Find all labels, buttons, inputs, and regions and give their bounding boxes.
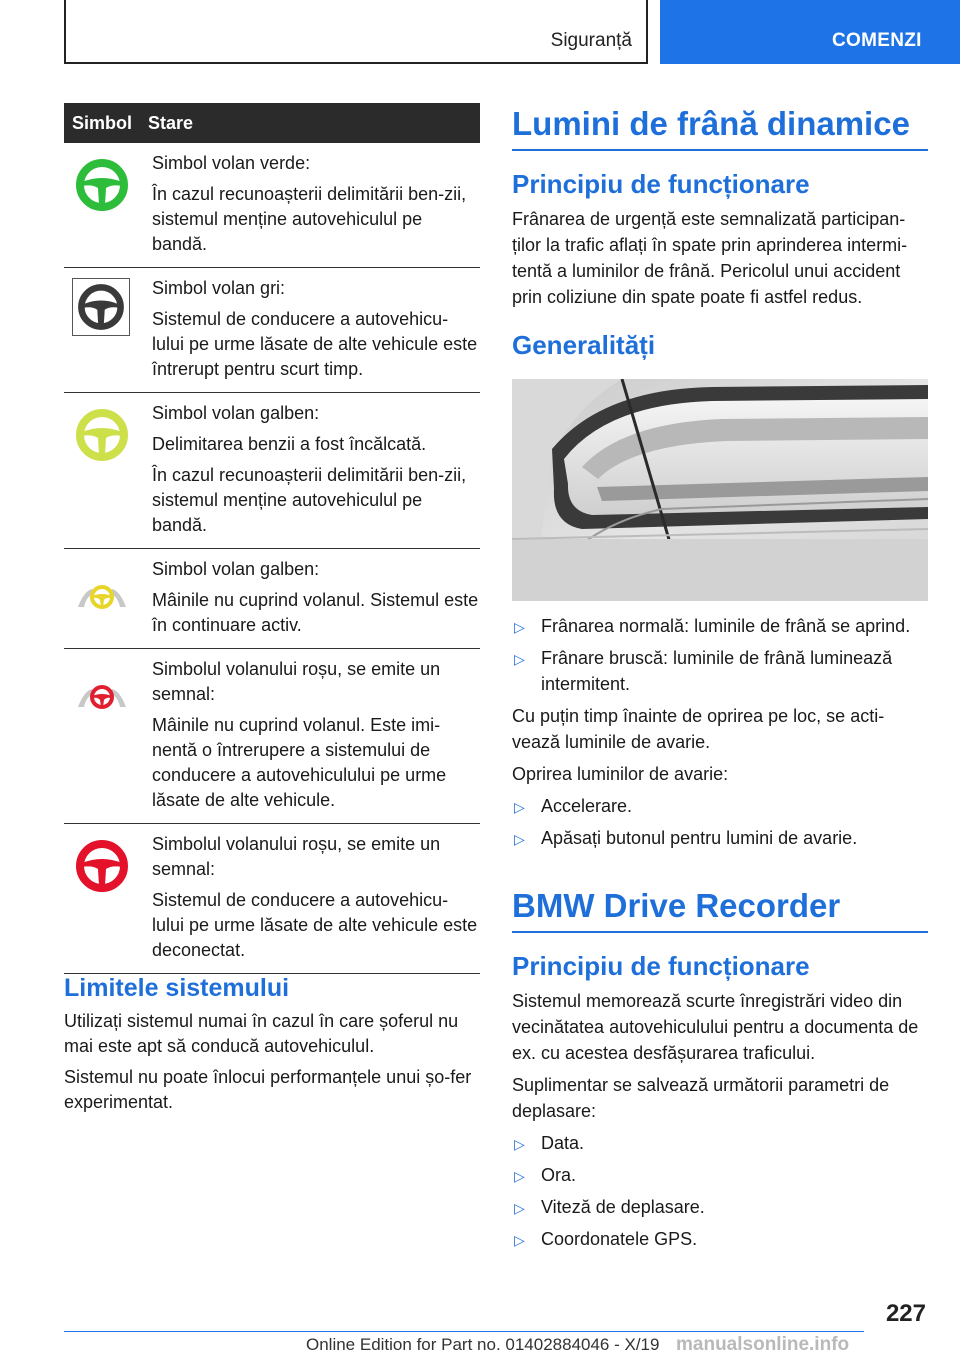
brake-lights-heading: Lumini de frână dinamice	[512, 103, 928, 151]
triangle-bullet-icon: ▷	[514, 1200, 525, 1216]
table-row	[64, 549, 480, 649]
table-row	[64, 393, 480, 549]
recorder-bullet-list	[512, 1130, 928, 1252]
column-header-symbol: Simbol	[64, 103, 146, 143]
table-row	[64, 143, 480, 268]
triangle-bullet-icon: ▷	[514, 651, 525, 667]
brake-principle-text: Frânarea de urgență este semnalizată participan-ților la trafic aflați în spate prin aprinderea intermi-tentă a luminilor de frână. Pericolul unui accident prin coliziune din spate poate fi astfel redus.	[512, 209, 908, 307]
row-label: Simbolul volanului roșu, se emite un semnal:	[152, 834, 441, 879]
steering-wheel-gray-icon	[72, 278, 130, 336]
triangle-bullet-icon: ▷	[514, 1168, 525, 1184]
triangle-bullet-icon: ▷	[514, 1136, 525, 1152]
row-description: Delimitarea benzii a fost încălcată.	[152, 434, 427, 454]
triangle-bullet-icon: ▷	[514, 619, 525, 635]
limits-heading: Limitele sistemului	[64, 974, 290, 1002]
tail-light-photo	[512, 379, 928, 601]
table-row	[64, 268, 480, 393]
list-item: ▷ Data.	[512, 1130, 928, 1156]
triangle-bullet-icon: ▷	[514, 831, 525, 847]
row-description: În cazul recunoașterii delimitării ben-zii, sistemul menține autovehiculul pe bandă.	[152, 465, 467, 535]
row-label: Simbol volan galben:	[152, 559, 320, 579]
row-label: Simbol volan verde:	[152, 153, 311, 173]
list-item: ▷ Frânare bruscă: luminile de frână luminează intermitent.	[514, 648, 893, 694]
row-label: Simbolul volanului roșu, se emite un semnal:	[152, 659, 441, 704]
row-description: Mâinile nu cuprind volanul. Este imi-nentă o întrerupere a sistemului de conducere a autovehiculului pe urme lăsate de alte vehicule.	[152, 715, 447, 810]
table-row	[64, 649, 480, 824]
header-section-box	[64, 0, 648, 64]
right-column	[512, 103, 928, 1258]
footer-divider	[64, 1331, 864, 1332]
footer-edition: Online Edition for Part no. 01402884046 - X/19	[306, 1335, 660, 1354]
list-item: ▷ Ora.	[512, 1162, 928, 1188]
list-item: ▷ Apăsați butonul pentru lumini de avarie.	[512, 825, 928, 851]
list-item: ▷ Coordonatele GPS.	[512, 1226, 928, 1252]
steering-wheel-yellow-hands-icon	[72, 561, 132, 621]
page-number: 227	[885, 1300, 926, 1327]
symbol-table	[64, 103, 480, 974]
header-chapter-title: COMENZI	[832, 30, 922, 51]
row-label: Simbol volan galben:	[152, 403, 320, 423]
steering-wheel-red-hands-icon	[72, 661, 132, 721]
row-description: Sistemul de conducere a autovehicu-lului pe urme lăsate de alte vehicule este deconectat.	[152, 890, 478, 960]
hazard-text: Cu puțin timp înainte de oprirea pe loc, se acti-vează luminile de avarie.	[512, 706, 885, 752]
recorder-principle-heading: Principiu de funcționare	[512, 951, 810, 981]
symbol-table-header	[64, 103, 480, 143]
hazard-bullet-list	[512, 793, 928, 851]
recorder-text: Suplimentar se salvează următorii parametri de deplasare:	[512, 1075, 890, 1121]
triangle-bullet-icon: ▷	[514, 799, 525, 815]
header-section-title: Siguranță	[550, 30, 632, 51]
column-header-state: Stare	[146, 103, 480, 143]
brake-general-heading: Generalități	[512, 330, 656, 360]
steering-wheel-red-icon	[72, 836, 132, 896]
left-column	[64, 103, 480, 1115]
hazard-off-text: Oprirea luminilor de avarie:	[512, 764, 729, 784]
steering-wheel-yellow-icon	[72, 405, 132, 465]
limits-paragraph: Utilizați sistemul numai în cazul în care șoferul nu mai este apt să conducă autovehiculul.	[64, 1011, 459, 1056]
limits-paragraph: Sistemul nu poate înlocui performanțele unui șo-fer experimentat.	[64, 1067, 472, 1112]
row-description: În cazul recunoașterii delimitării ben-zii, sistemul menține autovehiculul pe bandă.	[152, 184, 467, 254]
watermark: manualsonline.info	[676, 1334, 850, 1355]
row-description: Sistemul de conducere a autovehicu-lului pe urme lăsate de alte vehicule este întrerupt pentru scurt timp.	[152, 309, 478, 379]
drive-recorder-heading: BMW Drive Recorder	[512, 885, 928, 933]
brake-bullet-list	[512, 613, 928, 697]
brake-principle-heading: Principiu de funcționare	[512, 169, 810, 199]
steering-wheel-green-icon	[72, 155, 132, 215]
list-item: ▷ Frânarea normală: luminile de frână se aprind.	[512, 613, 928, 639]
row-description: Mâinile nu cuprind volanul. Sistemul este în continuare activ.	[152, 590, 479, 635]
recorder-text: Sistemul memorează scurte înregistrări video din vecinătatea autovehiculului pentru a documenta de ex. cu acestea desfășurarea traficului.	[512, 991, 919, 1063]
list-item: ▷ Viteză de deplasare.	[512, 1194, 928, 1220]
list-item: ▷ Accelerare.	[512, 793, 928, 819]
triangle-bullet-icon: ▷	[514, 1232, 525, 1248]
row-label: Simbol volan gri:	[152, 278, 286, 298]
table-row	[64, 824, 480, 974]
header-chapter-tab[interactable]	[660, 0, 960, 64]
